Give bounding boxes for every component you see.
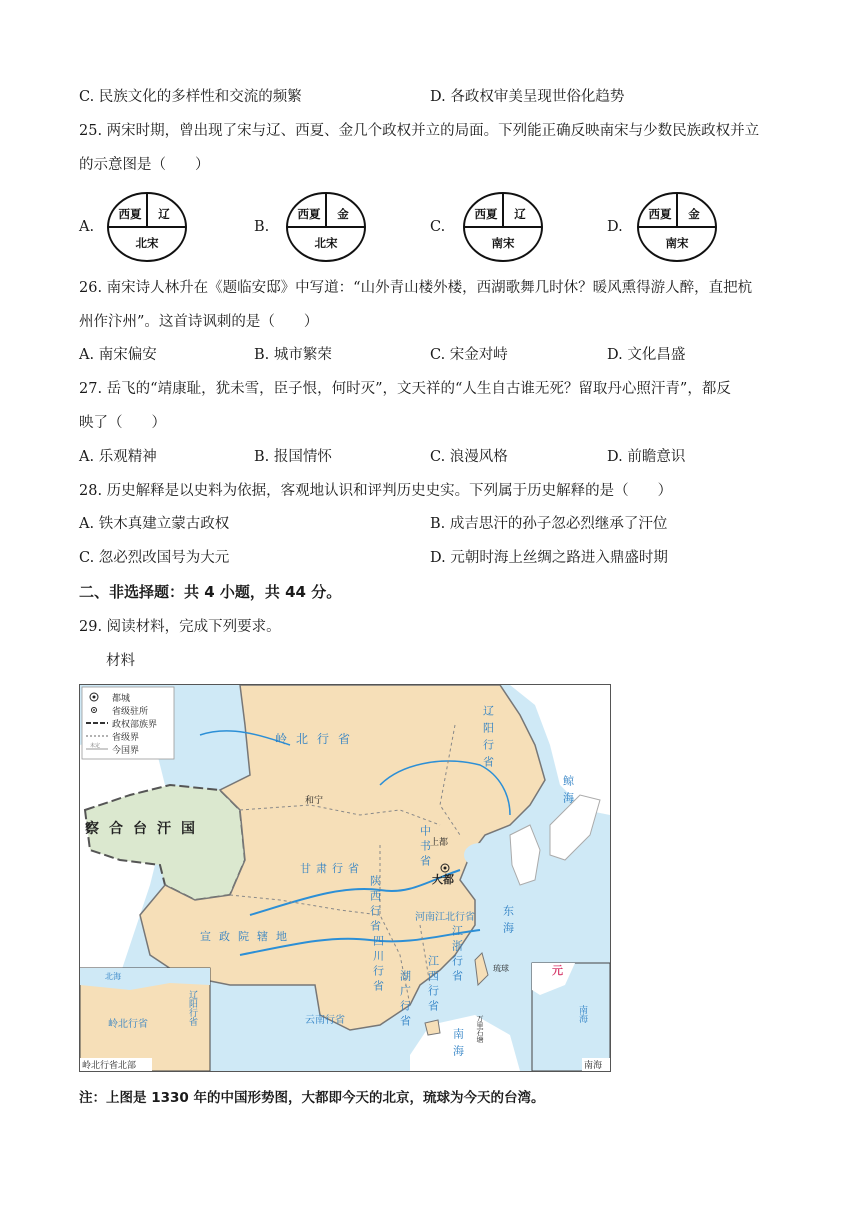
inset-right-caption: 南海 (584, 1061, 603, 1071)
q29-stem: 29. 阅读材料，完成下列要求。 (79, 619, 281, 635)
label-hening: 和宁 (305, 796, 324, 806)
q24-option-c: C. 民族文化的多样性和交流的频繁 (79, 89, 302, 105)
q25-option-d-letter: D. (607, 219, 623, 235)
q27-option-c: C. 浪漫风格 (430, 449, 508, 465)
q24-option-d: D. 各政权审美呈现世俗化趋势 (430, 89, 625, 105)
q27-option-b: B. 报国情怀 (254, 449, 332, 465)
q25-option-a-letter: A. (79, 219, 95, 235)
q27-stem-line2: 映了（ ） (79, 415, 166, 431)
legend-regime-border: 政权部族界 (112, 720, 158, 730)
q25-a-top-left: 西夏 (118, 207, 142, 221)
label-shangdu: 上都 (430, 838, 449, 848)
q26-stem-line1: 26. 南宋诗人林升在《题临安邸》中写道：“山外青山楼外楼，西湖歌舞几时休？暖风熏得游人醉，直把杭 (79, 280, 753, 296)
label-jiangxi: 江西行省 (426, 955, 440, 1015)
legend-modern-border: 今国界 (112, 746, 140, 756)
q25-d-bottom: 南宋 (665, 236, 689, 250)
inset-left-sea: 北海 (105, 972, 121, 981)
inset-left-caption: 岭北行省北部 (82, 1061, 137, 1071)
q25-b-bottom: 北宋 (314, 236, 338, 250)
q25-option-d-diagram (636, 191, 718, 263)
inset-right-sea: 南海 (577, 1005, 587, 1023)
inset-left-liaoyang: 辽阳行省 (187, 990, 197, 1026)
label-xuanzheng: 宣政院辖地 (200, 930, 295, 943)
q25-c-top-left: 西夏 (474, 207, 498, 221)
label-nanhai: 南海 (451, 1028, 465, 1062)
label-huguang: 湖广行省 (398, 970, 412, 1030)
q25-c-bottom: 南宋 (491, 236, 515, 250)
q25-option-c-diagram (462, 191, 544, 263)
map-note: 注：上图是 1330 年的中国形势图，大都即今天的北京，琉球为今天的台湾。 (79, 1090, 545, 1106)
label-sichuan: 四川行省 (371, 935, 385, 995)
label-dadu: 大都 (432, 873, 454, 886)
yuan-dynasty-map (79, 684, 611, 1072)
label-chahetai: 察合台汗国 (85, 821, 205, 837)
label-donghai: 东海 (501, 905, 515, 939)
q27-option-d: D. 前瞻意识 (607, 449, 686, 465)
label-zhongshu: 中书省 (418, 825, 432, 870)
q26-option-c: C. 宋金对峙 (430, 347, 508, 363)
q25-d-top-left: 西夏 (648, 207, 672, 221)
q25-a-bottom: 北宋 (135, 236, 159, 250)
q26-option-d: D. 文化昌盛 (607, 347, 686, 363)
q27-option-a: A. 乐观精神 (79, 449, 157, 465)
legend-province-seat: 省级驻所 (112, 707, 149, 717)
label-gansu: 甘肃行省 (300, 862, 364, 875)
q25-option-a-diagram (106, 191, 188, 263)
legend-province-border: 省级界 (112, 733, 140, 743)
q26-stem-line2: 州作汴州”。这首诗讽刺的是（ ） (79, 314, 319, 330)
q25-b-top-right: 金 (337, 207, 349, 221)
legend-undetermined: 未定 (90, 743, 101, 749)
q28-option-c: C. 忽必烈改国号为大元 (79, 550, 230, 566)
q25-option-b-diagram (285, 191, 367, 263)
q25-stem-line1: 25. 两宋时期，曾出现了宋与辽、西夏、金几个政权并立的局面。下列能正确反映南宋与少数民族政权并立 (79, 123, 760, 139)
label-henan: 河南江北行省 (415, 912, 475, 923)
q25-c-top-right: 辽 (514, 207, 526, 221)
inset-right-yuan: 元 (552, 964, 563, 977)
label-yunnan: 云南行省 (305, 1015, 345, 1026)
q25-a-top-right: 辽 (158, 207, 170, 221)
label-liaoyang: 辽阳行省 (481, 705, 495, 773)
label-lingbei: 岭北行省 (275, 732, 360, 746)
q25-b-top-left: 西夏 (297, 207, 321, 221)
q28-stem: 28. 历史解释是以史料为依据，客观地认识和评判历史史实。下列属于历史解释的是（ ） (79, 483, 673, 499)
q28-option-a: A. 铁木真建立蒙古政权 (79, 516, 230, 532)
label-shaanxi: 陕西行省 (368, 875, 382, 935)
q25-option-c-letter: C. (430, 219, 446, 235)
label-wanli: 万里石塘 (476, 1015, 484, 1043)
q25-stem-line2: 的示意图是（ ） (79, 157, 210, 173)
q28-option-b: B. 成吉思汗的孙子忽必烈继承了汗位 (430, 516, 668, 532)
inset-left-lingbei: 岭北行省 (108, 1019, 148, 1030)
q27-stem-line1: 27. 岳飞的“靖康耻，犹未雪，臣子恨，何时灭”，文天祥的“人生自古谁无死？留取丹心照汗青”，都反 (79, 381, 731, 397)
label-jinghai: 鲸海 (561, 775, 575, 809)
label-jiangzhe: 江浙行省 (450, 925, 464, 985)
q25-d-top-right: 金 (688, 207, 700, 221)
q29-material-label: 材料 (106, 653, 135, 669)
q28-option-d: D. 元朝时海上丝绸之路进入鼎盛时期 (430, 550, 668, 566)
q26-option-b: B. 城市繁荣 (254, 347, 332, 363)
q25-option-b-letter: B. (254, 219, 270, 235)
label-liuqiu: 琉球 (493, 964, 509, 973)
q26-option-a: A. 南宋偏安 (79, 347, 157, 363)
legend-capital: 都城 (112, 694, 131, 704)
section-2-heading: 二、非选择题：共 4 小题，共 44 分。 (79, 583, 342, 601)
